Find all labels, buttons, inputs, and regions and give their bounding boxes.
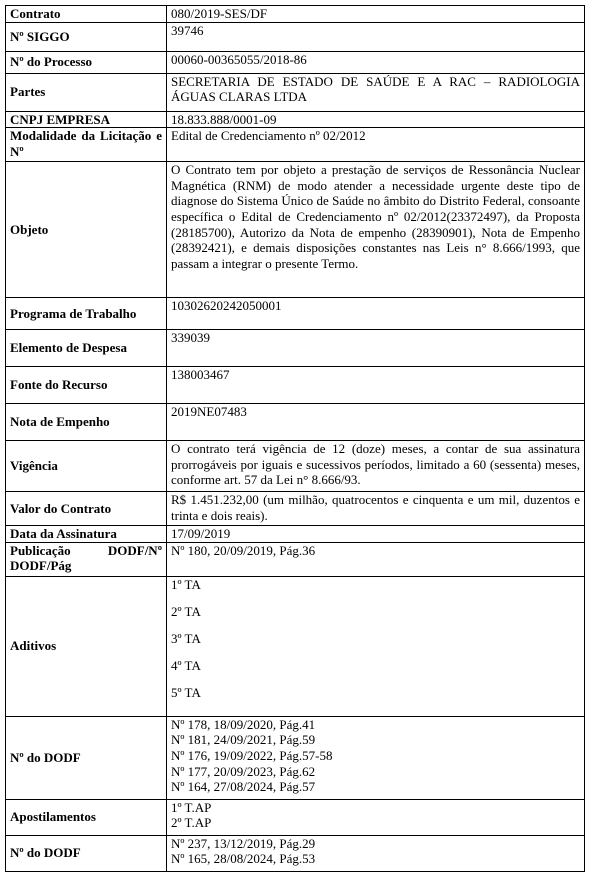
row-siggo (6, 22, 585, 51)
label-vigencia: Vigência (6, 441, 167, 492)
value-programa: 10302620242050001 (167, 298, 585, 330)
value-fonte: 138003467 (167, 367, 585, 404)
aditivo-item: 2º TA (171, 603, 201, 619)
label-apostilamentos: Apostilamentos (6, 799, 167, 835)
dodf-item: Nº 165, 28/08/2024, Pág.53 (171, 851, 316, 867)
value-elemento: 339039 (167, 330, 585, 367)
row-dodf-aditivos (6, 716, 585, 799)
dodf-item: Nº 237, 13/12/2019, Pág.29 (171, 835, 316, 851)
row-assinatura (6, 526, 585, 543)
row-elemento (6, 330, 585, 367)
value-modalidade: Edital de Credenciamento nº 02/2012 (167, 128, 585, 162)
row-programa (6, 298, 585, 330)
row-cnpj (6, 111, 585, 128)
apostilamento-item: 1º T.AP (171, 799, 212, 815)
row-partes (6, 73, 585, 111)
dodf-item: Nº 177, 20/09/2023, Pág.62 (171, 763, 316, 779)
label-objeto: Objeto (6, 162, 167, 298)
row-aditivos (6, 576, 585, 716)
aditivo-item: 3º TA (171, 630, 201, 646)
label-dodf-apost: Nº do DODF (6, 835, 167, 871)
aditivo-item: 4º TA (171, 657, 201, 673)
value-aditivos (167, 576, 585, 716)
value-processo: 00060-00365055/2018-86 (167, 51, 585, 73)
label-assinatura: Data da Assinatura (6, 526, 167, 543)
value-cnpj: 18.833.888/0001-09 (167, 111, 585, 128)
row-valor (6, 492, 585, 526)
label-valor: Valor do Contrato (6, 492, 167, 526)
row-modalidade (6, 128, 585, 162)
value-dodf-aditivos (167, 716, 585, 799)
row-fonte (6, 367, 585, 404)
label-aditivos: Aditivos (6, 576, 167, 716)
row-empenho (6, 404, 585, 441)
label-modalidade: Modalidade da Licitação e Nº (6, 128, 167, 162)
value-assinatura: 17/09/2019 (167, 526, 585, 543)
value-partes: SECRETARIA DE ESTADO DE SAÚDE E A RAC – RADIOLOGIA ÁGUAS CLARAS LTDA (167, 73, 585, 111)
label-partes: Partes (6, 73, 167, 111)
dodf-item: Nº 164, 27/08/2024, Pág.57 (171, 779, 316, 795)
apostilamento-item: 2º T.AP (171, 815, 212, 831)
row-contrato (6, 6, 585, 23)
label-publicacao: Publicação DODF/Nº DODF/Pág (6, 542, 167, 576)
label-dodf-aditivos: Nº do DODF (6, 716, 167, 799)
label-elemento: Elemento de Despesa (6, 330, 167, 367)
contract-summary-table (5, 5, 585, 872)
value-publicacao: Nº 180, 20/09/2019, Pág.36 (167, 542, 585, 576)
value-empenho: 2019NE07483 (167, 404, 585, 441)
label-siggo: Nº SIGGO (6, 22, 167, 51)
row-apostilamentos (6, 799, 585, 835)
aditivo-item: 5º TA (171, 684, 201, 700)
value-objeto: O Contrato tem por objeto a prestação de serviços de Ressonância Nuclear Magnética (RNM) de modo atender a necessidade urgente deste tipo de diagnose do Sistema Único de Saúde no âmbito do Distrito Federal, consoante específica o Edital de Credenciamento nº 02/2012(23372497), da Proposta (28185700), Autorizo da Nota de empenho (28390901), Nota de Empenho (28392421), e demais disposições constantes nas Leis n° 8.666/1993, que passam a integrar o presente Termo. (167, 162, 585, 298)
aditivo-item: 1º TA (171, 576, 201, 592)
label-contrato: Contrato (6, 6, 167, 23)
value-apostilamentos (167, 799, 585, 835)
row-processo (6, 51, 585, 73)
value-valor: R$ 1.451.232,00 (um milhão, quatrocentos e cinquenta e um mil, duzentos e trinta e dois reais). (167, 492, 585, 526)
value-contrato: 080/2019-SES/DF (167, 6, 585, 23)
label-empenho: Nota de Empenho (6, 404, 167, 441)
label-cnpj: CNPJ EMPRESA (6, 111, 167, 128)
value-dodf-apost (167, 835, 585, 871)
label-fonte: Fonte do Recurso (6, 367, 167, 404)
row-objeto (6, 162, 585, 298)
dodf-item: Nº 178, 18/09/2020, Pág.41 (171, 716, 316, 732)
value-vigencia: O contrato terá vigência de 12 (doze) meses, a contar de sua assinatura prorrogáveis por iguais e sucessivos períodos, limitado a 60 (sessenta) meses, conforme art. 57 da Lei n° 8.666/93. (167, 441, 585, 492)
dodf-item: Nº 181, 24/09/2021, Pág.59 (171, 732, 316, 748)
row-vigencia (6, 441, 585, 492)
label-programa: Programa de Trabalho (6, 298, 167, 330)
row-dodf-apost (6, 835, 585, 871)
dodf-item: Nº 176, 19/09/2022, Pág.57-58 (171, 747, 333, 763)
value-siggo: 39746 (167, 22, 585, 51)
row-publicacao (6, 542, 585, 576)
label-processo: Nº do Processo (6, 51, 167, 73)
